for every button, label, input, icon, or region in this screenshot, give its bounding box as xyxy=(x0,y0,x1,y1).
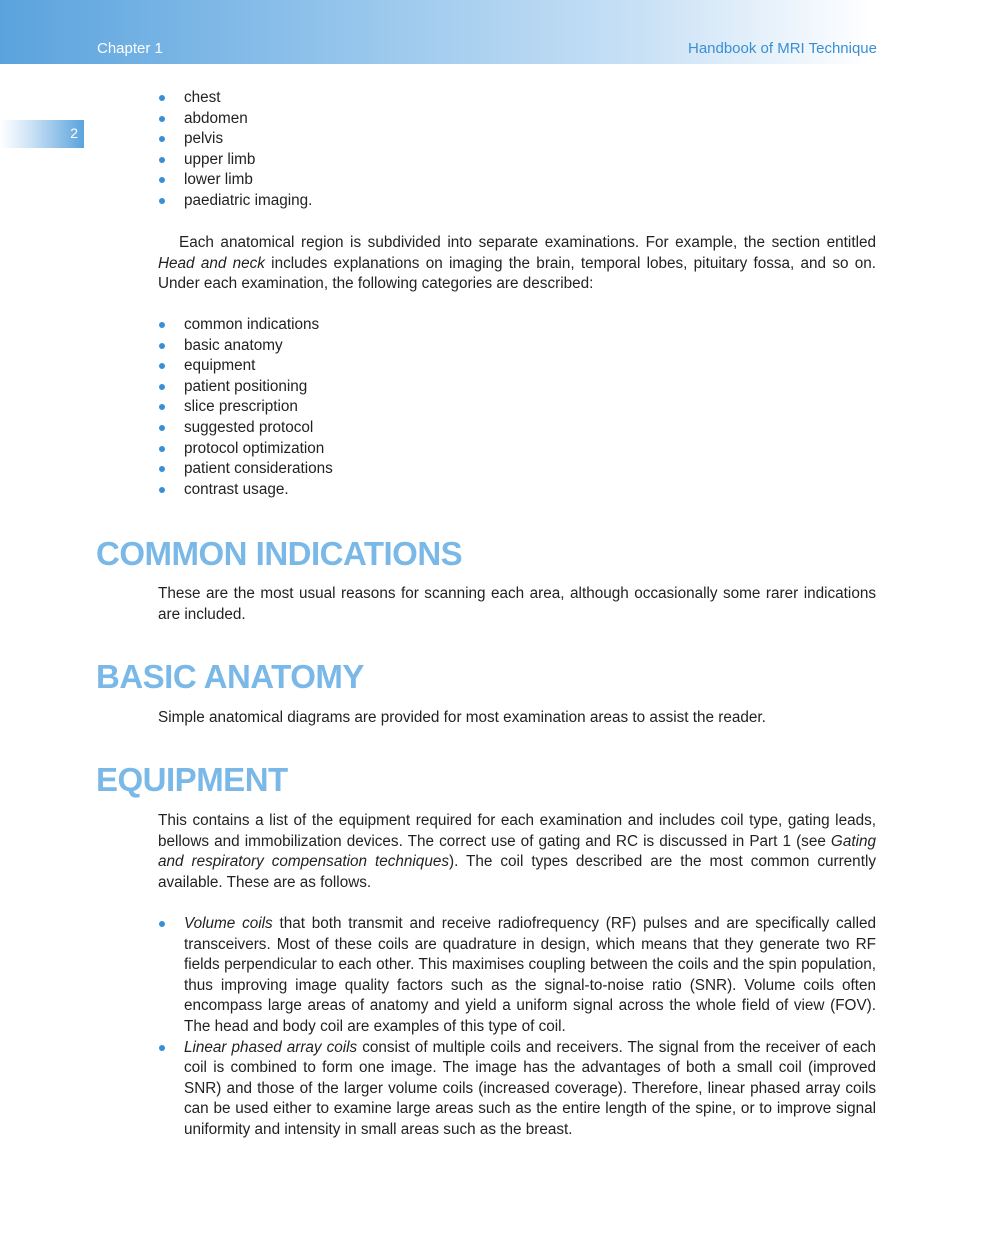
categories-list xyxy=(158,315,333,500)
bullet-icon xyxy=(159,198,165,204)
list-item: suggested protocol xyxy=(158,418,333,439)
bullet-icon xyxy=(159,425,165,431)
list-item: upper limb xyxy=(158,150,312,171)
coil-term: Linear phased array coils xyxy=(184,1038,358,1056)
list-item: Volume coils that both transmit and receive radiofrequency (RF) pulses and are specifically called transceivers. Most of these coils are quadrature in design, which means that they generate two RF fields perpendicular to each other. This maximises coupling between the coils and the spin population, thus improving image quality factors such as the signal-to-noise ratio (SNR). Volume coils often encompass large areas of anatomy and yield a uniform signal across the whole field of view (FOV). The head and body coil are examples of this type of coil. xyxy=(158,914,876,1038)
heading-basic-anatomy: BASIC ANATOMY xyxy=(96,658,364,695)
bullet-icon xyxy=(159,157,165,163)
list-item: patient positioning xyxy=(158,377,333,398)
list-item: lower limb xyxy=(158,170,312,191)
bullet-icon xyxy=(159,384,165,390)
list-item: contrast usage. xyxy=(158,480,333,501)
list-item: protocol optimization xyxy=(158,439,333,460)
page-number-tab xyxy=(0,120,84,148)
list-item: paediatric imaging. xyxy=(158,191,312,212)
list-item: basic anatomy xyxy=(158,336,333,357)
list-item: common indications xyxy=(158,315,333,336)
bullet-icon xyxy=(159,363,165,369)
heading-equipment: EQUIPMENT xyxy=(96,761,288,798)
bullet-icon xyxy=(159,322,165,328)
bullet-icon xyxy=(159,343,165,349)
coil-term: Volume coils xyxy=(184,915,273,932)
bullet-icon xyxy=(159,177,165,183)
bullet-icon xyxy=(159,404,165,410)
bullet-icon xyxy=(159,446,165,452)
bullet-icon xyxy=(159,136,165,142)
heading-common-indications: COMMON INDICATIONS xyxy=(96,535,463,572)
book-title: Handbook of MRI Technique xyxy=(687,40,877,57)
list-item: equipment xyxy=(158,356,333,377)
bullet-icon xyxy=(159,1045,165,1051)
common-indications-text: These are the most usual reasons for scanning each area, although occasionally some rarer indications are included. xyxy=(158,585,876,623)
list-item: Linear phased array coils consist of multiple coils and receivers. The signal from the receiver of each coil is combined to form one image. The image has the advantages of both a small coil (improved SNR) and those of the larger volume coils (increased coverage). Therefore, linear phased array coils can be used either to examine large areas such as the entire length of the spine, or to improve signal uniformity and intensity in small areas such as the breast. xyxy=(158,1038,876,1141)
chapter-label: Chapter 1 xyxy=(97,40,163,57)
bullet-icon xyxy=(159,466,165,472)
list-item: abdomen xyxy=(158,109,312,130)
bullet-icon xyxy=(159,487,165,493)
equipment-text: This contains a list of the equipment required for each examination and includes coil type, gating leads, bellows and immobilization devices. The correct use of gating and RC is discussed in Part 1 (see Gating and respiratory compensation techniques). The coil types described are the most common currently available. These are as follows. xyxy=(158,812,876,891)
basic-anatomy-text: Simple anatomical diagrams are provided for most examination areas to assist the reader. xyxy=(158,709,766,726)
list-item: pelvis xyxy=(158,129,312,150)
list-item: patient considerations xyxy=(158,459,333,480)
list-item: slice prescription xyxy=(158,397,333,418)
bullet-icon xyxy=(159,921,165,927)
page-number: 2 xyxy=(70,125,78,141)
intro-paragraph: Each anatomical region is subdivided into separate examinations. For example, the section entitled Head and neck includes explanations on imaging the brain, temporal lobes, pituitary fossa, and so on. Under each examination, the following categories are described: xyxy=(158,234,876,293)
list-item: chest xyxy=(158,88,312,109)
coil-types-list xyxy=(158,914,876,1141)
bullet-icon xyxy=(159,95,165,101)
page-header-band xyxy=(0,0,990,64)
bullet-icon xyxy=(159,116,165,122)
regions-list xyxy=(158,88,312,212)
